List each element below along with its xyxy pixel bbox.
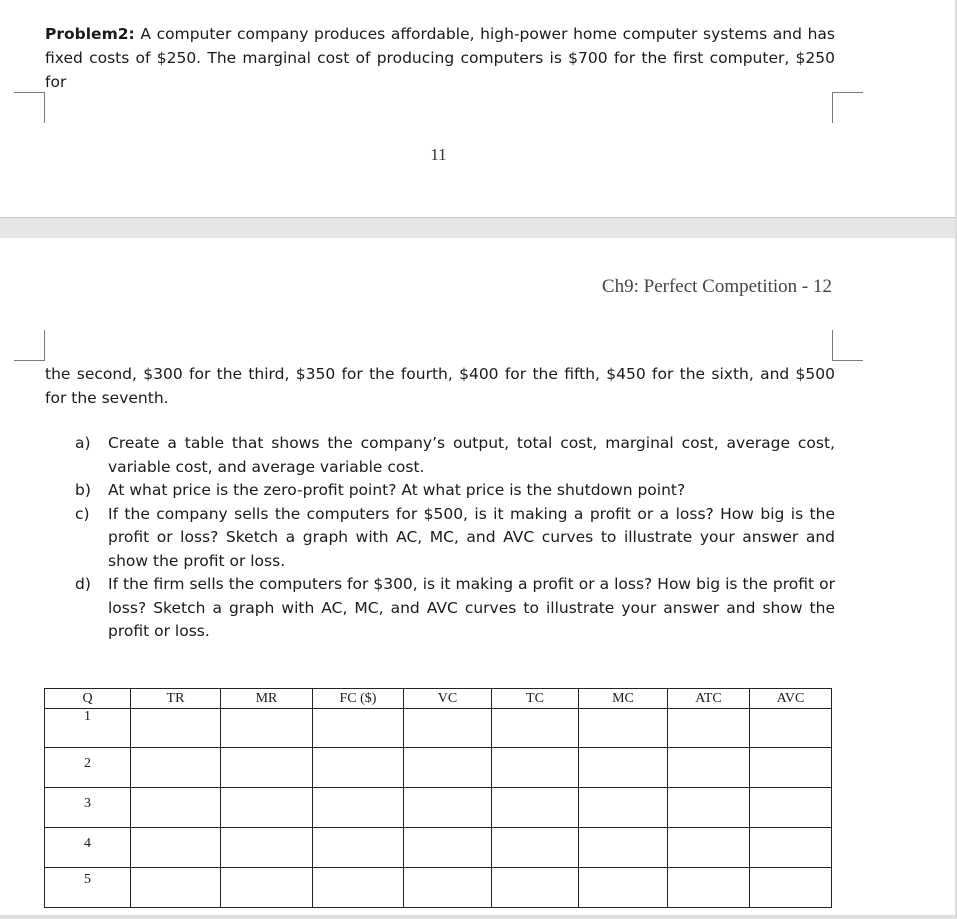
question-label: c) (75, 504, 90, 523)
page-break (0, 217, 957, 239)
table-cell[interactable] (131, 748, 221, 788)
table-header-row (45, 689, 832, 709)
table-cell[interactable] (313, 828, 404, 868)
table-cell[interactable] (750, 709, 832, 748)
quantity-cell: 3 (45, 788, 131, 828)
table-cell[interactable] (668, 709, 750, 748)
table-cell[interactable] (313, 709, 404, 748)
table-cell[interactable] (492, 828, 579, 868)
quantity-cell: 4 (45, 828, 131, 868)
crop-mark-top-left (14, 92, 45, 123)
header-mr: MR (221, 689, 313, 709)
table-cell[interactable] (750, 828, 832, 868)
table-cell[interactable] (221, 709, 313, 748)
table-cell[interactable] (750, 748, 832, 788)
table-cell[interactable] (131, 868, 221, 908)
table-cell[interactable] (404, 828, 492, 868)
page-number: 11 (430, 145, 447, 164)
question-label: d) (75, 575, 91, 593)
table-cell[interactable] (668, 748, 750, 788)
question-text[interactable]: Create a table that shows the company’s output, total cost, marginal cost, average cost, variable cost, and average variable cost. (108, 434, 835, 476)
quantity-cell: 1 (45, 709, 131, 748)
quantity-cell: 2 (45, 748, 131, 788)
crop-mark-bottom-left (14, 330, 45, 361)
table-row (45, 788, 832, 828)
question-a (75, 432, 835, 479)
question-text[interactable]: If the company sells the computers for $500, is it making a profit or a loss? How big is the profit or loss? Sketch a graph with AC, MC, and AVC curves to illustrate your answer and show the profit or loss. (108, 504, 835, 570)
table-cell[interactable] (668, 868, 750, 908)
table-cell[interactable] (492, 788, 579, 828)
table-row (45, 828, 832, 868)
header-atc: ATC (668, 689, 750, 709)
question-d (75, 573, 835, 644)
table-cell[interactable] (750, 868, 832, 908)
problem-continuation: the second, $300 for the third, $350 for the fourth, $400 for the fifth, $450 for the sixth, and $500 for the seventh. (45, 365, 835, 407)
table-cell[interactable] (404, 868, 492, 908)
problem-label: Problem2: (45, 25, 135, 43)
cost-table (44, 688, 832, 908)
question-b (75, 479, 835, 503)
table-cell[interactable] (579, 748, 668, 788)
quantity-cell: 5 (45, 868, 131, 908)
table-row (45, 748, 832, 788)
problem-intro (45, 22, 835, 94)
table-cell[interactable] (221, 868, 313, 908)
page-bottom-edge (0, 915, 957, 919)
problem-intro-text: A computer company produces affordable, high-power home computer systems and has fixed costs of $250. The marginal cost of producing computers is $700 for the first computer, $250 for (45, 25, 835, 91)
running-header: Ch9: Perfect Competition - 12 (601, 276, 832, 297)
table-cell[interactable] (492, 709, 579, 748)
table-row (45, 709, 832, 748)
table-cell[interactable] (221, 828, 313, 868)
header-q: Q (45, 689, 131, 709)
question-label: b) (75, 481, 91, 499)
table-cell[interactable] (313, 788, 404, 828)
table-cell[interactable] (579, 868, 668, 908)
question-list (75, 432, 835, 644)
question-text[interactable]: If the firm sells the computers for $300, is it making a profit or a loss? How big is the profit or loss? Sketch a graph with AC, MC, and AVC curves to illustrate your answer and show the profit or loss. (108, 575, 835, 640)
question-c (75, 503, 835, 574)
table-cell[interactable] (221, 748, 313, 788)
table-row (45, 868, 832, 908)
table-cell[interactable] (131, 828, 221, 868)
table-cell[interactable] (492, 748, 579, 788)
table-cell[interactable] (131, 709, 221, 748)
header-avc: AVC (750, 689, 832, 709)
crop-mark-top-right (832, 92, 863, 123)
table-cell[interactable] (579, 828, 668, 868)
table-cell[interactable] (750, 788, 832, 828)
table-cell[interactable] (131, 788, 221, 828)
header-tr: TR (131, 689, 221, 709)
header-tc: TC (492, 689, 579, 709)
table-cell[interactable] (404, 709, 492, 748)
table-cell[interactable] (404, 788, 492, 828)
page-11 (0, 0, 955, 216)
table-cell[interactable] (404, 748, 492, 788)
header-mc: MC (579, 689, 668, 709)
table-cell[interactable] (579, 709, 668, 748)
table-cell[interactable] (313, 748, 404, 788)
table-cell[interactable] (492, 868, 579, 908)
header-vc: VC (404, 689, 492, 709)
table-cell[interactable] (221, 788, 313, 828)
table-cell[interactable] (668, 828, 750, 868)
question-label: a) (75, 434, 91, 452)
crop-mark-bottom-right (832, 330, 863, 361)
table-cell[interactable] (313, 868, 404, 908)
table-cell[interactable] (668, 788, 750, 828)
table-cell[interactable] (579, 788, 668, 828)
question-text[interactable]: At what price is the zero-profit point? At what price is the shutdown point? (108, 481, 686, 499)
header-fc: FC ($) (313, 689, 404, 709)
